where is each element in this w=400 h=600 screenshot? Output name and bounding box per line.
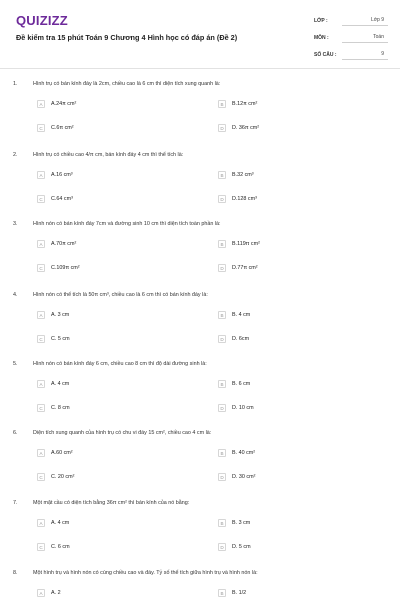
answer-option-d[interactable]	[218, 194, 257, 204]
option-letter-box: D	[218, 195, 226, 203]
answer-option-b[interactable]	[218, 518, 250, 528]
question-number: 5.	[13, 361, 18, 367]
answer-option-d[interactable]	[218, 472, 255, 482]
option-text: D.77π cm²	[232, 265, 258, 271]
option-letter-box: D	[218, 335, 226, 343]
option-text: A. 4 cm	[51, 381, 70, 387]
option-letter-box: C	[37, 124, 45, 132]
option-letter-box: A	[37, 380, 45, 388]
answer-option-c[interactable]	[37, 194, 73, 204]
option-text: D. 5 cm	[232, 544, 251, 550]
answer-option-a[interactable]	[37, 588, 61, 598]
option-text: D.128 cm³	[232, 196, 257, 202]
meta-value: Toán	[342, 32, 388, 43]
option-letter-box: C	[37, 404, 45, 412]
option-letter-box: A	[37, 311, 45, 319]
option-letter-box: A	[37, 171, 45, 179]
option-text: D. 6cm	[232, 336, 250, 342]
option-text: A.24π cm²	[51, 101, 77, 107]
option-letter-box: A	[37, 589, 45, 597]
worksheet-title: Đề kiểm tra 15 phút Toán 9 Chương 4 Hình học có đáp án (Đề 2)	[16, 33, 238, 42]
question-text: Hình nón có bán kính đáy 7cm và đường sinh 10 cm thì diện tích toàn phần là:	[33, 221, 221, 227]
header-divider	[0, 68, 400, 69]
answer-option-c[interactable]	[37, 263, 80, 273]
answer-option-b[interactable]	[218, 239, 260, 249]
question-number: 6.	[13, 430, 18, 436]
option-letter-box: B	[218, 519, 226, 527]
question-text: Một mặt cầu có diện tích bằng 36π cm² thì bán kính của nó bằng:	[33, 500, 190, 506]
option-letter-box: C	[37, 335, 45, 343]
option-text: A. 3 cm	[51, 312, 70, 318]
option-text: B.119π cm²	[232, 241, 260, 247]
option-letter-box: B	[218, 589, 226, 597]
option-text: D. 36π cm²	[232, 125, 260, 131]
answer-option-a[interactable]	[37, 518, 69, 528]
question-number: 1.	[13, 81, 18, 87]
answer-option-d[interactable]	[218, 403, 254, 413]
answer-option-c[interactable]	[37, 542, 70, 552]
question-text: Hình trụ có chiều cao 4/π cm, bán kính đáy 4 cm thì thể tích là:	[33, 152, 184, 158]
option-text: A. 4 cm	[51, 520, 70, 526]
meta-label: SỐ CÂU :	[314, 51, 337, 58]
option-letter-box: B	[218, 380, 226, 388]
meta-value: 9	[342, 49, 388, 60]
option-text: D. 30 cm²	[232, 474, 256, 480]
meta-row-subject	[314, 29, 388, 46]
option-letter-box: C	[37, 473, 45, 481]
answer-option-a[interactable]	[37, 310, 69, 320]
question-number: 8.	[13, 570, 18, 576]
meta-label: MÔN :	[314, 34, 329, 41]
answer-option-d[interactable]	[218, 263, 258, 273]
option-letter-box: A	[37, 449, 45, 457]
option-text: A.16 cm³	[51, 172, 73, 178]
question-number: 3.	[13, 221, 18, 227]
answer-option-b[interactable]	[218, 310, 250, 320]
answer-option-c[interactable]	[37, 472, 74, 482]
question-text: Diện tích xung quanh của hình trụ có chu vi đáy 15 cm², chiều cao 4 cm là:	[33, 430, 212, 436]
option-letter-box: B	[218, 311, 226, 319]
option-letter-box: D	[218, 264, 226, 272]
option-letter-box: D	[218, 543, 226, 551]
option-letter-box: C	[37, 543, 45, 551]
option-text: C. 8 cm	[51, 405, 70, 411]
option-text: B.12π cm²	[232, 101, 258, 107]
option-letter-box: D	[218, 124, 226, 132]
quizizz-logo: QUIZIZZ	[16, 13, 68, 28]
option-letter-box: D	[218, 473, 226, 481]
option-letter-box: D	[218, 404, 226, 412]
option-letter-box: A	[37, 240, 45, 248]
answer-option-a[interactable]	[37, 379, 69, 389]
worksheet-header	[0, 0, 400, 68]
option-text: C.109π cm²	[51, 265, 80, 271]
option-letter-box: C	[37, 195, 45, 203]
option-text: B.32 cm³	[232, 172, 254, 178]
question-text: Hình nón có thể tích là 50π cm³, chiều cao là 6 cm thì có bán kính đáy là:	[33, 292, 208, 298]
option-letter-box: B	[218, 449, 226, 457]
question-number: 2.	[13, 152, 18, 158]
option-text: B. 6 cm	[232, 381, 251, 387]
option-text: A.70π cm²	[51, 241, 77, 247]
meta-value: Lớp 9	[342, 15, 388, 26]
answer-option-c[interactable]	[37, 123, 74, 133]
option-text: B. 4 cm	[232, 312, 251, 318]
option-text: A.60 cm²	[51, 450, 73, 456]
option-letter-box: A	[37, 100, 45, 108]
option-text: C.6π cm²	[51, 125, 74, 131]
option-letter-box: C	[37, 264, 45, 272]
answer-option-b[interactable]	[218, 448, 255, 458]
option-text: C. 20 cm²	[51, 474, 75, 480]
answer-option-a[interactable]	[37, 170, 73, 180]
answer-option-c[interactable]	[37, 334, 70, 344]
option-text: D. 10 cm	[232, 405, 254, 411]
option-letter-box: B	[218, 240, 226, 248]
question-number: 7.	[13, 500, 18, 506]
option-text: A. 2	[51, 590, 61, 596]
question-text: Hình nón có bán kính đáy 6 cm, chiều cao 8 cm thì độ dài đường sinh là:	[33, 361, 207, 367]
option-text: C. 5 cm	[51, 336, 70, 342]
answer-option-d[interactable]	[218, 334, 249, 344]
option-letter-box: A	[37, 519, 45, 527]
question-text: Hình trụ có bán kính đáy là 2cm, chiều cao là 6 cm thì diện tích xung quanh là:	[33, 81, 221, 87]
option-letter-box: B	[218, 171, 226, 179]
answer-option-b[interactable]	[218, 170, 254, 180]
option-text: B. 3 cm	[232, 520, 251, 526]
answer-option-b[interactable]	[218, 379, 250, 389]
option-text: B. 1/2	[232, 590, 247, 596]
meta-row-class	[314, 12, 388, 29]
meta-info	[314, 12, 388, 63]
answer-option-d[interactable]	[218, 123, 259, 133]
answer-option-d[interactable]	[218, 542, 251, 552]
answer-option-b[interactable]	[218, 99, 257, 109]
answer-option-a[interactable]	[37, 99, 76, 109]
answer-option-b[interactable]	[218, 588, 246, 598]
meta-row-question-count	[314, 46, 388, 63]
question-text: Một hình trụ và hình nón có cùng chiều cao và đáy. Tỷ số thể tích giữa hình trụ và hình nón là:	[33, 570, 258, 576]
option-text: C.64 cm³	[51, 196, 73, 202]
question-number: 4.	[13, 292, 18, 298]
answer-option-c[interactable]	[37, 403, 70, 413]
option-letter-box: B	[218, 100, 226, 108]
answer-option-a[interactable]	[37, 448, 73, 458]
meta-label: LỚP :	[314, 17, 328, 24]
option-text: C. 6 cm	[51, 544, 70, 550]
answer-option-a[interactable]	[37, 239, 76, 249]
option-text: B. 40 cm²	[232, 450, 256, 456]
